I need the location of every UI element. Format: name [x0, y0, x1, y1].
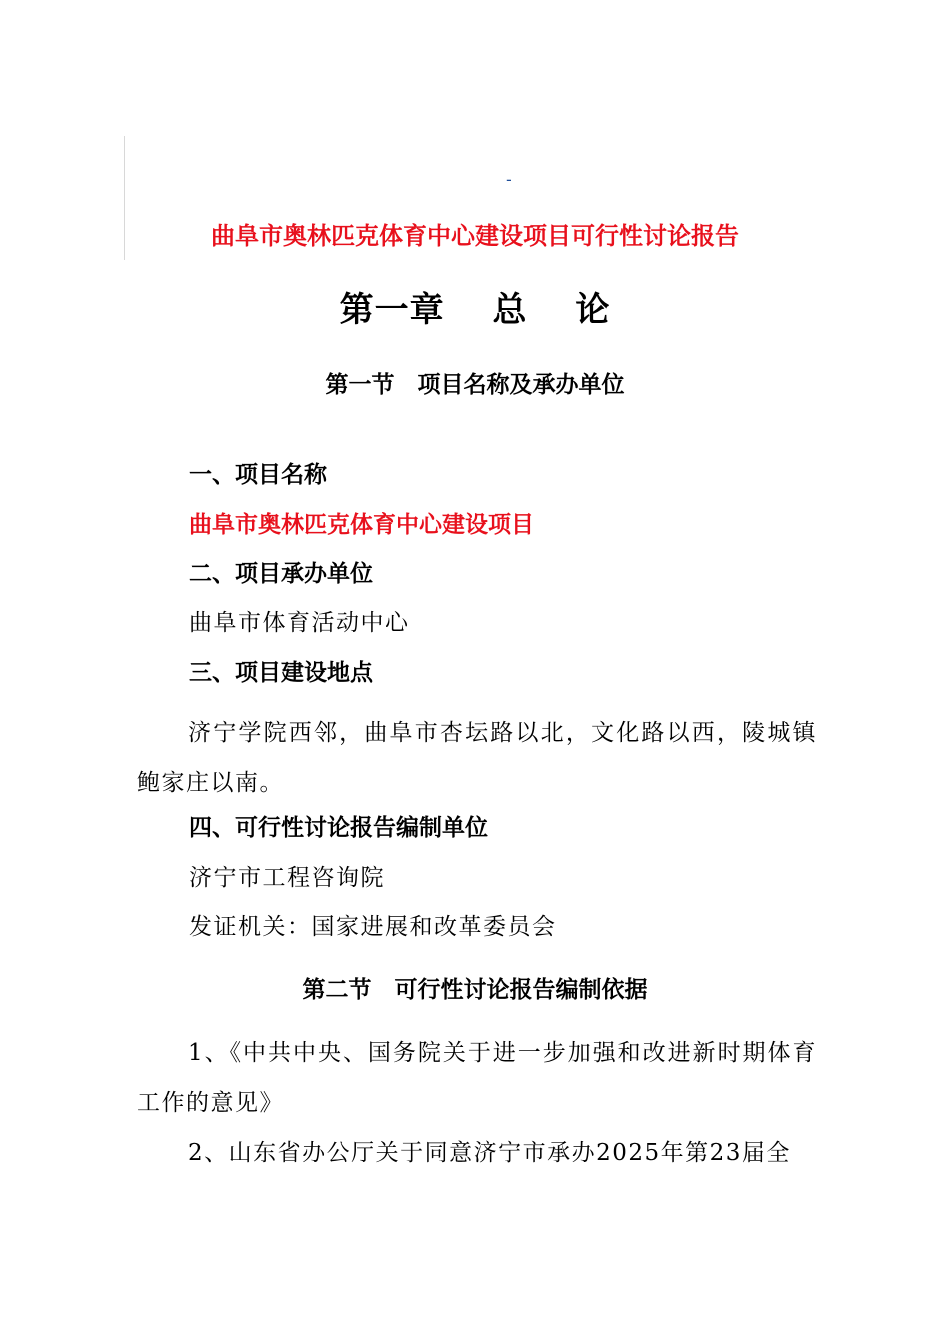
basis-paragraph-2: 2、山东省办公厅关于同意济宁市承办2025年第23届全 [188, 1140, 791, 1166]
project-location-value: 济宁学院西邻，曲阜市杏坛路以北，文化路以西，陵城镇鲍家庄以南。 [137, 720, 817, 796]
heading-report-compiler: 四、可行性讨论报告编制单位 [189, 815, 488, 841]
heading-project-sponsor: 二、项目承办单位 [189, 561, 373, 587]
report-compiler-value: 济宁市工程咨询院 [189, 865, 385, 891]
chapter-title: 第一章 总 论 [339, 290, 611, 330]
section-2-title: 第二节 可行性讨论报告编制依据 [302, 977, 648, 1003]
header-dash: - [506, 170, 512, 189]
issuing-authority: 发证机关：国家进展和改革委员会 [189, 914, 557, 940]
basis-paragraph-1: 1、《中共中央、国务院关于进一步加强和改进新时期体育工作的意见》 [137, 1040, 817, 1116]
document-title: 曲阜市奥林匹克体育中心建设项目可行性讨论报告 [211, 222, 739, 250]
section-1-title: 第一节 项目名称及承办单位 [325, 372, 625, 398]
project-sponsor-value: 曲阜市体育活动中心 [189, 610, 410, 636]
project-name-value: 曲阜市奥林匹克体育中心建设项目 [189, 512, 534, 538]
heading-project-name: 一、项目名称 [189, 462, 327, 488]
heading-project-location: 三、项目建设地点 [189, 660, 373, 686]
